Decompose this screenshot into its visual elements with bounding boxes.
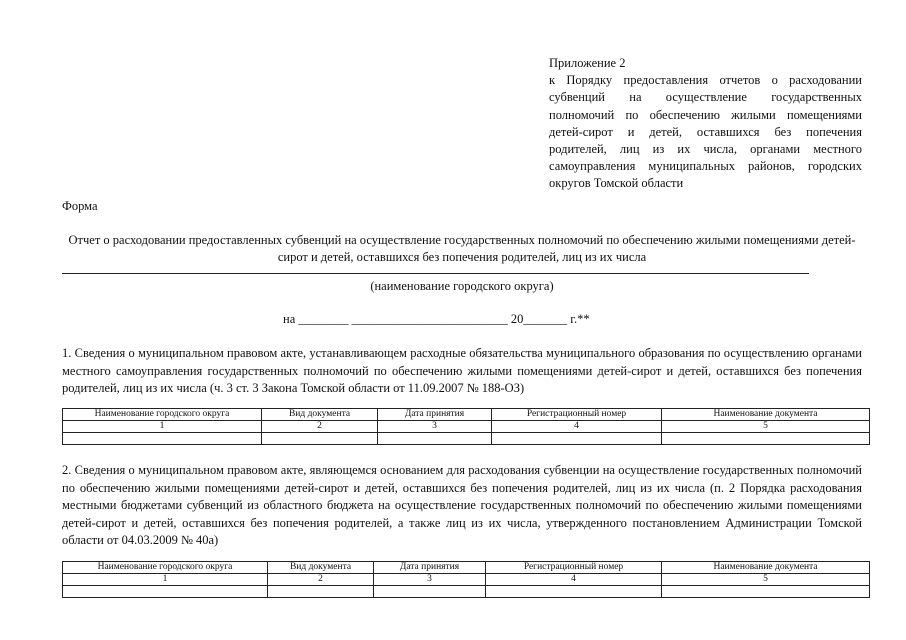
header-cell-doc-type: Вид документа: [268, 562, 374, 574]
form-label: Форма: [62, 199, 98, 213]
header-cell-reg-number: Регистрационный номер: [492, 409, 662, 421]
empty-cell: [378, 433, 492, 445]
section-2-text: 2. Сведения о муниципальном правовом акте, являющемся основанием для расходования субвенции на осуществление государственных полномочий по обеспечению жилыми помещениями детей-сирот и детей, оставшихся без попечения родителей, лиц из их числа (п. 2 Порядка расходования местными бюджетами субвенций из областного бюджета на осуществление государственных полномочий по обеспечению жилыми помещениями детей-сирот и детей, оставшихся без попечения родителей, а также лиц из их числа, утвержденного постановлением Администрации Томской области от 04.03.2009 № 40а): [62, 463, 862, 547]
header-cell-doc-type: Вид документа: [262, 409, 378, 421]
header-cell-date: Дата принятия: [374, 562, 486, 574]
empty-cell: [63, 586, 268, 598]
empty-cell: [374, 586, 486, 598]
empty-cell: [262, 433, 378, 445]
table-empty-row: [63, 433, 870, 445]
number-cell: 1: [63, 421, 262, 433]
number-cell: 3: [374, 574, 486, 586]
number-cell: 4: [492, 421, 662, 433]
table-empty-row: [63, 586, 870, 598]
empty-cell: [268, 586, 374, 598]
number-cell: 4: [486, 574, 662, 586]
header-cell-reg-number: Регистрационный номер: [486, 562, 662, 574]
city-district-name-line: [62, 273, 809, 274]
report-date-line: на ________ _________________________ 20_______ г.**: [283, 312, 590, 326]
header-cell-doc-name: Наименование документа: [662, 562, 870, 574]
header-cell-date: Дата принятия: [378, 409, 492, 421]
table-header-row: [63, 409, 870, 421]
appendix-text: к Порядку предоставления отчетов о расходовании субвенций на осуществление государственных полномочий по обеспечению жилыми помещениями детей-сирот и детей, оставшихся без попечения родителей, лиц из их числа, органами местного самоуправления муниципальных районов, городских округов Томской области: [549, 73, 862, 191]
header-cell-district: Наименование городского округа: [63, 562, 268, 574]
section-1-table: [62, 408, 870, 445]
city-district-name-caption: (наименование городского округа): [370, 279, 554, 293]
table-header-row: [63, 562, 870, 574]
number-cell: 5: [662, 421, 870, 433]
section-1-text: 1. Сведения о муниципальном правовом акте, устанавливающем расходные обязательства муниципального образования по осуществлению органами местного самоуправления государственных полномочий по обеспечению жилыми помещениями детей-сирот и детей, оставшихся без попечения родителей, лиц из их числа (ч. 3 ст. 3 Закона Томской области от 11.09.2007 № 188-ОЗ): [62, 346, 862, 395]
number-cell: 2: [268, 574, 374, 586]
header-cell-doc-name: Наименование документа: [662, 409, 870, 421]
empty-cell: [486, 586, 662, 598]
appendix-title: Приложение 2: [549, 56, 626, 70]
number-cell: 5: [662, 574, 870, 586]
appendix-block: [549, 55, 862, 193]
empty-cell: [492, 433, 662, 445]
empty-cell: [662, 433, 870, 445]
empty-cell: [63, 433, 262, 445]
header-cell-district: Наименование городского округа: [63, 409, 262, 421]
table-number-row: [63, 574, 870, 586]
number-cell: 1: [63, 574, 268, 586]
number-cell: 2: [262, 421, 378, 433]
report-title: Отчет о расходовании предоставленных субвенций на осуществление государственных полномочий по обеспечению жилыми помещениями детей-сирот и детей, оставшихся без попечения родителей, лиц из их числа: [68, 233, 856, 264]
empty-cell: [662, 586, 870, 598]
number-cell: 3: [378, 421, 492, 433]
section-2-table: [62, 561, 870, 598]
table-number-row: [63, 421, 870, 433]
